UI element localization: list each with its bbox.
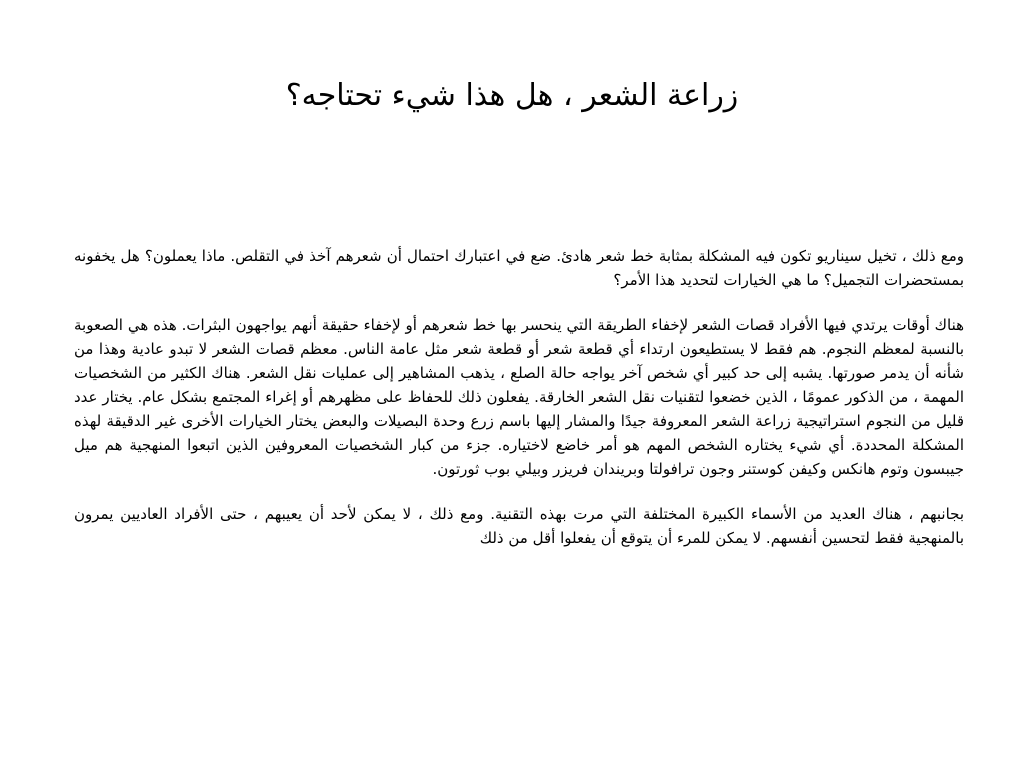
slide-body	[74, 244, 964, 571]
paragraph-3: بجانبهم ، هناك العديد من الأسماء الكبيرة المختلفة التي مرت بهذه التقنية. ومع ذلك ، لا يمكن لأحد أن يعيبهم ، حتى الأفراد العاديين يمرون بالمنهجية فقط لتحسين أنفسهم. لا يمكن للمرء أن يتوقع أن يفعلوا أقل من ذلك	[74, 505, 964, 547]
slide-title: زراعة الشعر ، هل هذا شيء تحتاجه؟	[285, 78, 739, 113]
paragraph-2: هناك أوقات يرتدي فيها الأفراد قصات الشعر لإخفاء الطريقة التي ينحسر بها خط شعرهم أو لإخفاء حقيقة أنهم يواجهون البثرات. هذه هي الصعوبة بالنسبة لمعظم النجوم. هم فقط لا يستطيعون ارتداء أي قطعة شعر أو قطعة شعر مثل عامة الناس. معظم قصات الشعر لا تبدو عادية وهذا من شأنه أن يدمر صورتها. يشبه إلى حد كبير أي شخص آخر يواجه حالة الصلع ، يذهب المشاهير إلى عمليات نقل الشعر. هناك الكثير من الشخصيات المهمة ، من الذكور عمومًا ، الذين خضعوا لتقنيات نقل الشعر الخارقة. يفعلون ذلك للحفاظ على مظهرهم أو إغراء المجتمع بشكل عام. يختار عدد قليل من النجوم استراتيجية زراعة الشعر المعروفة جيدًا والمشار إليها باسم زرع وحدة البصيلات والبعض يختار الخيارات الأخرى غير الدقيقة لهذه المشكلة المحددة. أي شيء يختاره الشخص المهم هو أمر خاضع لاختياره. جزء من كبار الشخصيات المعروفين الذين اتبعوا المنهجية هم ميل جيبسون وتوم هانكس وكيفن كوستنر وجون ترافولتا وبريندان فريزر وبيلي بوب ثورتون.	[74, 316, 964, 478]
paragraph-1: ومع ذلك ، تخيل سيناريو تكون فيه المشكلة بمثابة خط شعر هادئ. ضع في اعتبارك احتمال أن شعرهم آخذ في التقلص. ماذا يعملون؟ هل يخفونه بمستحضرات التجميل؟ ما هي الخيارات لتحديد هذا الأمر؟	[74, 247, 964, 289]
